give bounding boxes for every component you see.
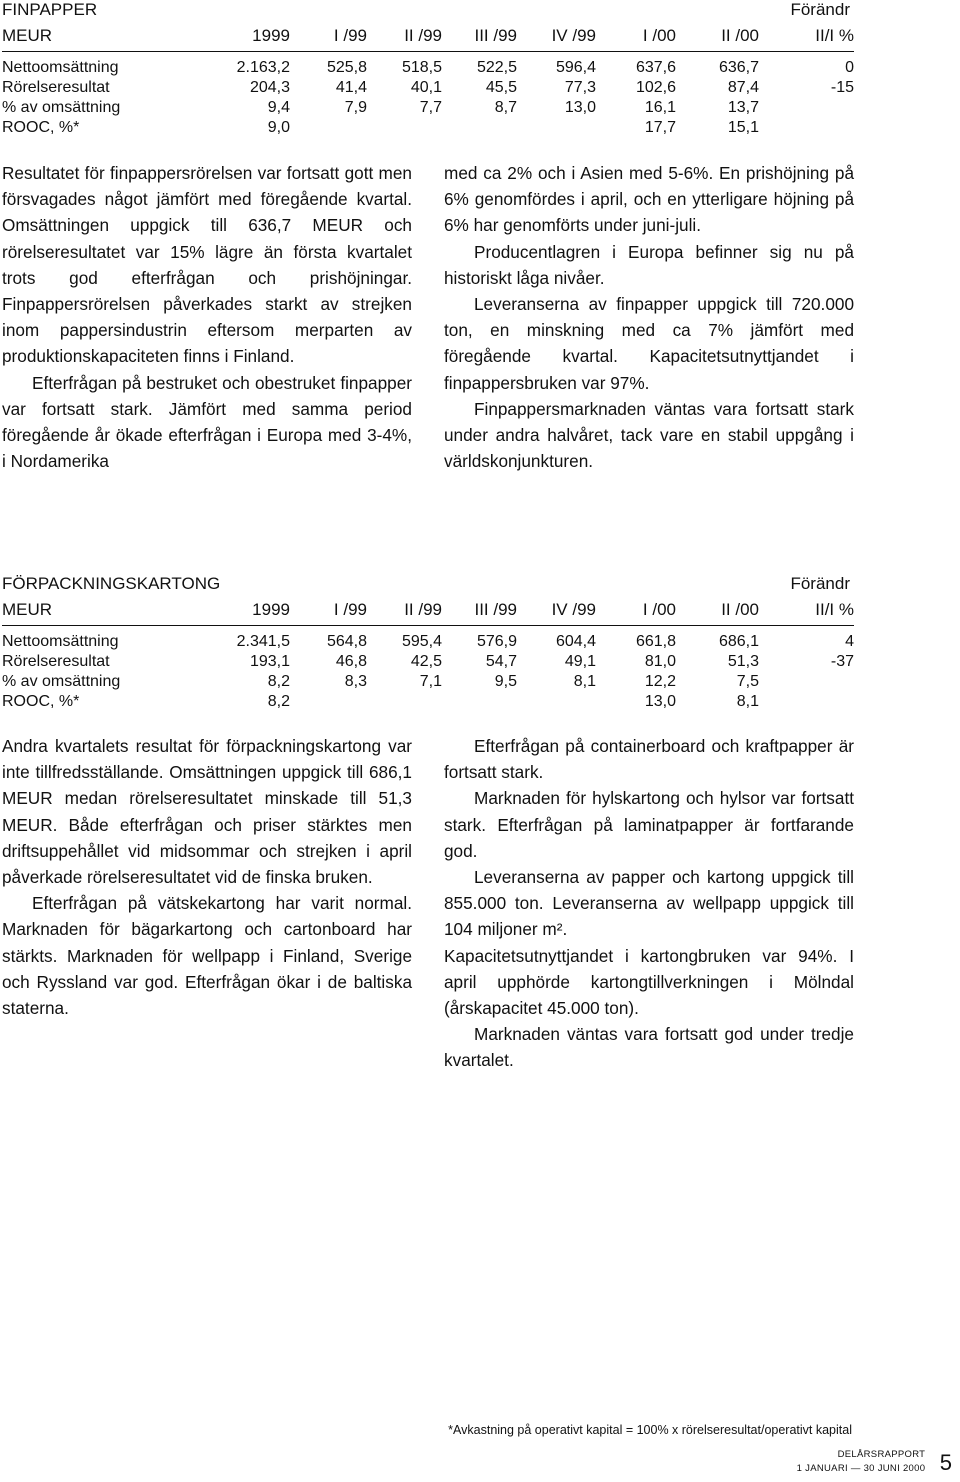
table-cell: 8,1 xyxy=(736,693,759,710)
column-header: 1999 xyxy=(252,600,290,619)
table-cell: 8,3 xyxy=(344,673,367,690)
row-label: Nettoomsättning xyxy=(2,59,119,76)
table-cell xyxy=(759,672,854,692)
table-cell: 8,1 xyxy=(573,673,596,690)
body-text-left-column xyxy=(2,733,412,1021)
table-cell: 51,3 xyxy=(727,653,759,670)
table-cell: 40,1 xyxy=(410,79,442,96)
section-header xyxy=(0,0,960,24)
table-cell: 0 xyxy=(845,59,854,76)
column-header: MEUR xyxy=(2,600,53,619)
table-cell: 604,4 xyxy=(555,633,596,650)
body-text-left-column xyxy=(2,160,412,474)
table-cell: 8,7 xyxy=(494,99,517,116)
body-text-right-column xyxy=(444,733,854,1074)
table-row xyxy=(2,626,854,653)
section-finpapper xyxy=(0,0,960,138)
table-cell: 596,4 xyxy=(555,59,596,76)
table-cell: 13,0 xyxy=(564,99,596,116)
page-number: 5 xyxy=(939,1450,952,1475)
row-label: ROOC, %* xyxy=(2,119,80,136)
table-cell: 7,7 xyxy=(419,99,442,116)
paragraph: Kapacitetsutnyttjandet i kartongbruken var 94%. I april upphörde kartongtillverkningen i Mölndal (årskapacitet 45.000 ton). xyxy=(444,945,854,1019)
table-cell xyxy=(442,118,517,138)
table-cell xyxy=(290,118,367,138)
column-header: II/I % xyxy=(815,600,854,619)
table-cell: 661,8 xyxy=(635,633,676,650)
table-cell: 15,1 xyxy=(727,119,759,136)
table-cell: 525,8 xyxy=(326,59,367,76)
table-header-row xyxy=(2,24,854,52)
change-label: Förändr xyxy=(790,574,850,593)
paragraph: Marknaden för hylskartong och hylsor var fortsatt stark. Efterfrågan på laminatpapper är fortfarande god. xyxy=(444,788,854,861)
section-title: FÖRPACKNINGSKARTONG xyxy=(2,574,221,593)
table-row xyxy=(2,52,854,79)
column-header: I /99 xyxy=(333,26,367,45)
table-cell: 8,2 xyxy=(267,673,290,690)
column-header: III /99 xyxy=(474,26,517,45)
column-header: I /00 xyxy=(642,26,676,45)
table-cell xyxy=(290,692,367,712)
table-cell: 12,2 xyxy=(644,673,676,690)
table-cell: 522,5 xyxy=(476,59,517,76)
table-cell: 7,5 xyxy=(736,673,759,690)
table-cell: 637,6 xyxy=(635,59,676,76)
row-label: % av omsättning xyxy=(2,673,121,690)
report-period: 1 JANUARI — 30 JUNI 2000 xyxy=(796,1463,926,1474)
table-cell: 102,6 xyxy=(635,79,676,96)
row-label: Nettoomsättning xyxy=(2,633,119,650)
paragraph: Resultatet för finpappersrörelsen var fortsatt gott men försvagades något jämfört med föregående kvartal. Omsättningen uppgick till 636,7 MEUR och rörelseresultatet var 15% lägre än första kvartalet trots god efterfrågan och prishöjningar. Finpappersrörelsen påverkades starkt av strejken inom pappersindustrin eftersom merparten av produktionskapaciteten finns i Finland. xyxy=(2,163,412,367)
financial-table xyxy=(2,598,854,712)
table-row xyxy=(2,78,854,98)
table-cell: 204,3 xyxy=(249,79,290,96)
column-header: 1999 xyxy=(252,26,290,45)
table-cell: 87,4 xyxy=(727,79,759,96)
paragraph: Efterfrågan på bestruket och obestruket finpapper var fortsatt stark. Jämfört med samma period föregående år ökade efterfrågan i Europa med 3-4%, i Nordamerika xyxy=(2,372,412,472)
table-cell: 2.341,5 xyxy=(236,633,290,650)
table-cell: 41,4 xyxy=(335,79,367,96)
table-cell: 54,7 xyxy=(485,653,517,670)
row-label: ROOC, %* xyxy=(2,693,80,710)
paragraph: Marknaden väntas vara fortsatt god under tredje kvartalet. xyxy=(444,1024,854,1071)
table-cell xyxy=(442,692,517,712)
row-label: % av omsättning xyxy=(2,99,121,116)
table-cell: 193,1 xyxy=(249,653,290,670)
report-title: DELÅRSRAPPORT xyxy=(837,1449,926,1460)
section-forpackningskartong xyxy=(0,574,960,712)
paragraph: Andra kvartalets resultat för förpackningskartong var inte tillfredsställande. Omsättningen uppgick till 686,1 MEUR medan rörelseresultatet minskade till 51,3 MEUR. Både efterfrågan och priser stärktes men driftsuppehållet vid midsommar och strejken i april påverkade rörelseresultatet vid de finska bruken. xyxy=(2,736,412,888)
column-header: I /00 xyxy=(642,600,676,619)
table-cell: 42,5 xyxy=(410,653,442,670)
row-label: Rörelseresultat xyxy=(2,79,110,96)
table-cell xyxy=(367,118,442,138)
table-cell xyxy=(517,118,596,138)
table-cell: 4 xyxy=(845,633,854,650)
column-header: II /00 xyxy=(721,600,759,619)
column-header: IV /99 xyxy=(551,600,596,619)
footer-text xyxy=(797,1448,926,1476)
table-cell xyxy=(517,692,596,712)
footnote: *Avkastning på operativt kapital = 100% x rörelseresultat/operativt kapital xyxy=(448,1423,852,1437)
column-header: II /99 xyxy=(404,600,442,619)
column-header: II/I % xyxy=(815,26,854,45)
table-cell: 576,9 xyxy=(476,633,517,650)
table-cell: 13,0 xyxy=(644,693,676,710)
table-cell: 49,1 xyxy=(564,653,596,670)
table-cell: 564,8 xyxy=(326,633,367,650)
paragraph: Producentlagren i Europa befinner sig nu på historiskt låga nivåer. xyxy=(444,241,854,288)
table-cell: 9,0 xyxy=(267,119,290,136)
paragraph: med ca 2% och i Asien med 5-6%. En prishöjning på 6% genomfördes i april, och en ytterligare höjning på 6% har genomförts under juni-juli. xyxy=(444,163,854,236)
table-cell: 8,2 xyxy=(267,693,290,710)
table-cell: 595,4 xyxy=(401,633,442,650)
table-row xyxy=(2,692,854,712)
table-cell: 17,7 xyxy=(644,119,676,136)
table-cell: 518,5 xyxy=(401,59,442,76)
paragraph: Efterfrågan på vätskekartong har varit normal. Marknaden för bägarkartong och cartonboard har stärkts. Marknaden för wellpapp i Finland, Sverige och Ryssland var god. Efterfrågan ökar i de baltiska staterna. xyxy=(2,893,412,1019)
table-cell: 45,5 xyxy=(485,79,517,96)
table-cell: 81,0 xyxy=(644,653,676,670)
table-cell xyxy=(759,118,854,138)
column-header: IV /99 xyxy=(551,26,596,45)
table-cell: 686,1 xyxy=(718,633,759,650)
table-cell xyxy=(759,692,854,712)
table-row xyxy=(2,652,854,672)
change-label: Förändr xyxy=(790,0,850,19)
table-cell: 636,7 xyxy=(718,59,759,76)
row-label: Rörelseresultat xyxy=(2,653,110,670)
table-cell: 46,8 xyxy=(335,653,367,670)
paragraph: Efterfrågan på containerboard och kraftpapper är fortsatt stark. xyxy=(444,736,854,783)
table-row xyxy=(2,118,854,138)
page-footer xyxy=(797,1448,952,1476)
column-header: MEUR xyxy=(2,26,53,45)
table-cell: 7,9 xyxy=(344,99,367,116)
table-cell: 7,1 xyxy=(419,673,442,690)
table-cell: 9,5 xyxy=(494,673,517,690)
paragraph: Leveranserna av finpapper uppgick till 720.000 ton, en minskning med ca 7% jämfört med föregående kvartal. Kapacitetsutnyttjandet i finpappersbruken var 97%. xyxy=(444,294,854,393)
table-cell: 77,3 xyxy=(564,79,596,96)
table-cell: 13,7 xyxy=(727,99,759,116)
table-cell: 9,4 xyxy=(267,99,290,116)
column-header: I /99 xyxy=(333,600,367,619)
column-header: II /00 xyxy=(721,26,759,45)
column-header: III /99 xyxy=(474,600,517,619)
table-header-row xyxy=(2,598,854,626)
financial-table xyxy=(2,24,854,138)
table-row xyxy=(2,672,854,692)
section-title: FINPAPPER xyxy=(2,0,98,19)
table-cell xyxy=(367,692,442,712)
column-header: II /99 xyxy=(404,26,442,45)
table-cell: -37 xyxy=(830,653,854,670)
paragraph: Finpappersmarknaden väntas vara fortsatt stark under andra halvåret, tack vare en stabil uppgång i världskonjunkturen. xyxy=(444,398,854,472)
body-text-right-column xyxy=(444,160,854,474)
table-cell: 16,1 xyxy=(644,99,676,116)
table-cell: -15 xyxy=(830,79,854,96)
section-header xyxy=(0,574,960,598)
table-row xyxy=(2,98,854,118)
paragraph: Leveranserna av papper och kartong uppgick till 855.000 ton. Leveranserna av wellpapp uppgick till 104 miljoner m². xyxy=(444,867,854,940)
table-cell xyxy=(759,98,854,118)
table-cell: 2.163,2 xyxy=(236,59,290,76)
